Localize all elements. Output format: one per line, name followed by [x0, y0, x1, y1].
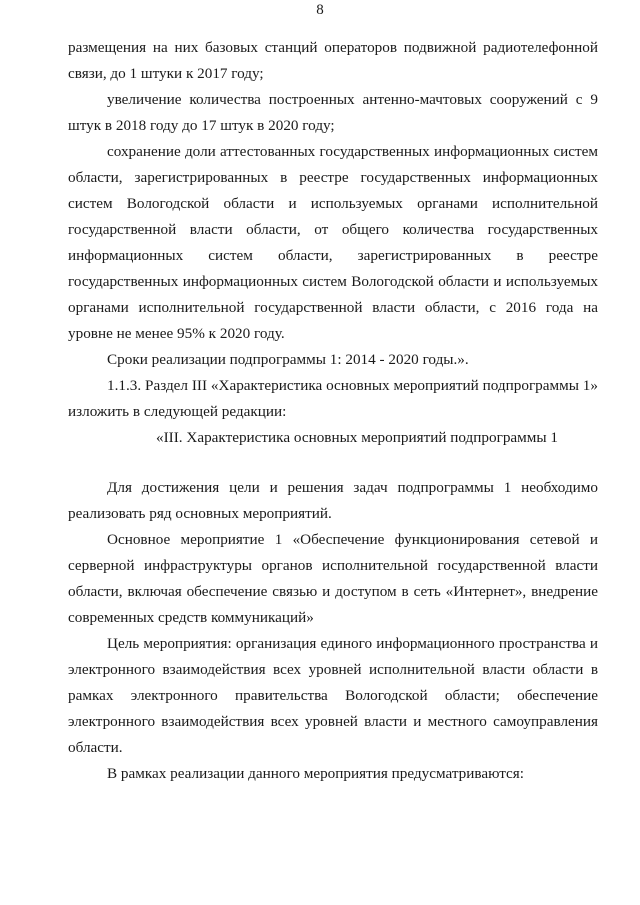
spacer — [68, 451, 598, 475]
paragraph-section-3-amendment: 1.1.3. Раздел III «Характеристика основных мероприятий подпрограммы 1» изложить в следующей редакции: — [68, 377, 598, 420]
paragraph-main-activity-1: Основное мероприятие 1 «Обеспечение функционирования сетевой и серверной инфраструктуры органов исполнительной государственной власти области, включая обеспечение связью и доступом в сеть «Интернет», внедрение современных средств коммуникаций» — [68, 531, 598, 626]
paragraph-implementation-period: Сроки реализации подпрограммы 1: 2014 - 2020 годы.». — [107, 351, 469, 368]
section-heading: «III. Характеристика основных мероприятий подпрограммы 1 — [156, 429, 558, 446]
page-number: 8 — [316, 2, 324, 18]
paragraph-goal-achievement: Для достижения цели и решения задач подпрограммы 1 необходимо реализовать ряд основных мероприятий. — [68, 479, 598, 522]
paragraph-activity-provisions: В рамках реализации данного мероприятия предусматриваются: — [107, 765, 525, 782]
paragraph-radiotelephone: размещения на них базовых станций операторов подвижной радиотелефонной связи, до 1 штуки к 2017 году; — [68, 39, 598, 82]
paragraph-antenna-masts: увеличение количества построенных антенно-мачтовых сооружений с 9 штук в 2018 году до 17 штук в 2020 году; — [68, 91, 598, 134]
paragraph-activity-purpose: Цель мероприятия: организация единого информационного пространства и электронного взаимодействия всех уровней исполнительной власти области в рамках электронного правительства Вологодской области; обеспечение электронного взаимодействия всех уровней власти и местного самоуправления области. — [68, 635, 598, 756]
paragraph-certified-systems: сохранение доли аттестованных государственных информационных систем области, зарегистрированных в реестре государственных информационных систем Вологодской области и используемых органами исполнительной государственной власти области, от общего количества государственных информационных систем области, зарегистрированных в реестре государственных информационных систем Вологодской области и используемых органами исполнительной государственной власти области, с 2016 года на уровне не менее 95% к 2020 году. — [68, 143, 598, 342]
document-body — [68, 35, 598, 787]
